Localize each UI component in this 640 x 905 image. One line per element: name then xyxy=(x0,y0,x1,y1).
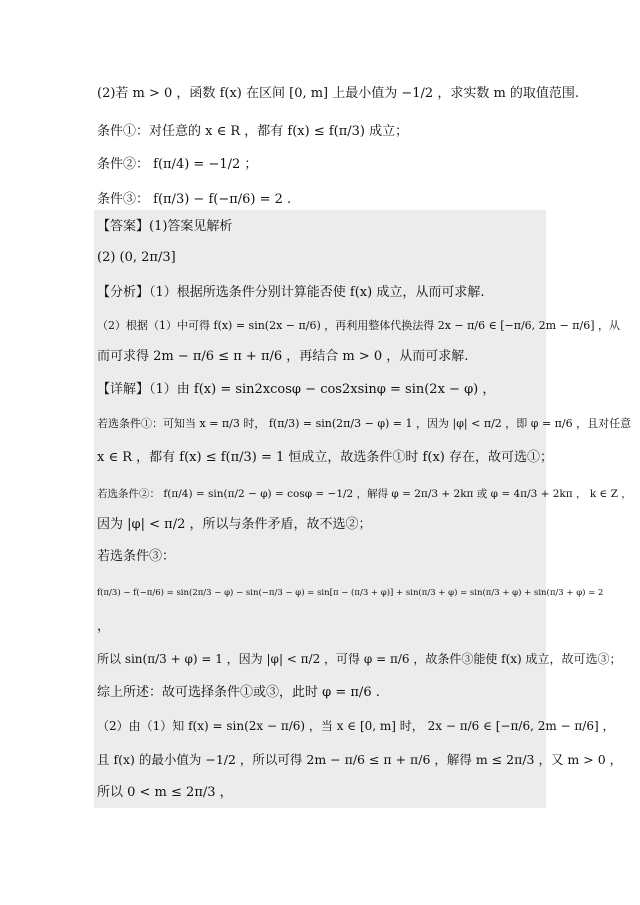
detail-line-11: 所以 0 < m ≤ 2π/3 ， xyxy=(97,785,233,800)
analysis-line-2: （2）根据（1）中可得 f(x) = sin(2x − π/6) ，再利用整体代换法得 2x − π/6 ∈ [−π/6, 2m − π/6] ，从 xyxy=(97,319,621,332)
detail-line-6: 若选条件③： xyxy=(97,549,176,564)
detail-line-9: （2）由（1）知 f(x) = sin(2x − π/6) ，当 x ∈ [0, m] 时， 2x − π/6 ∈ [−π/6, 2m − π/6] ， xyxy=(97,719,615,733)
analysis-line-3: 而可求得 2m − π/6 ≤ π + π/6 ，再结合 m > 0 ，从而可求解. xyxy=(97,349,469,364)
detail-line-8: 综上所述：故可选择条件①或③，此时 φ = π/6 . xyxy=(97,685,380,700)
detail-line-5: 因为 |φ| < π/2 ，所以与条件矛盾，故不选②； xyxy=(97,517,372,532)
answer-part2: (2) (0, 2π/3] xyxy=(97,250,176,265)
detail-line-3: x ∈ R ，都有 f(x) ≤ f(π/3) = 1 恒成立，故选条件①时 f(x) 存在，故可选①； xyxy=(97,450,553,465)
detail-equation-line: f(π/3) − f(−π/6) = sin(2π/3 − φ) − sin(−π/3 − φ) = sin[π − (π/3 + φ)] + sin(π/3 + φ) = sin(π/3 + φ) + sin(π/3 + φ) = 2 xyxy=(97,588,604,598)
detail-line-2: 若选条件①：可知当 x = π/3 时， f(π/3) = sin(2π/3 − φ) = 1 ，因为 |φ| < π/2 ，即 φ = π/6 ，且对任意 xyxy=(97,417,632,430)
condition-1: 条件①：对任意的 x ∈ R ，都有 f(x) ≤ f(π/3) 成立； xyxy=(97,124,409,139)
answer-label: 【答案】 xyxy=(97,219,150,234)
detail-line-4: 若选条件②： f(π/4) = sin(π/2 − φ) = cosφ = −1/2 ，解得 φ = 2π/3 + 2kπ 或 φ = 4π/3 + 2kπ ， k ∈ Z ， xyxy=(97,488,632,500)
detail-line-1: 【详解】（1）由 f(x) = sin2xcosφ − cos2xsinφ = sin(2x − φ) ， xyxy=(97,382,496,397)
detail-comma: ， xyxy=(97,619,111,634)
analysis-line-1: 【分析】（1）根据所选条件分别计算能否使 f(x) 成立，从而可求解. xyxy=(97,285,485,300)
condition-2: 条件②： f(π/4) = −1/2 ； xyxy=(97,157,258,172)
condition-3: 条件③： f(π/3) − f(−π/6) = 2 . xyxy=(97,192,292,207)
problem-part2-statement: (2)若 m > 0 ，函数 f(x) 在区间 [0, m] 上最小值为 −1/2 ，求实数 m 的取值范围. xyxy=(97,86,580,101)
answer-line xyxy=(97,217,232,237)
answer-part1: (1)答案见解析 xyxy=(149,219,233,234)
detail-line-7: 所以 sin(π/3 + φ) = 1 ，因为 |φ| < π/2 ，可得 φ = π/6 ，故条件③能使 f(x) 成立，故可选③； xyxy=(97,652,622,666)
detail-line-10: 且 f(x) 的最小值为 −1/2 ，所以可得 2m − π/6 ≤ π + π/6 ，解得 m ≤ 2π/3 ，又 m > 0 ， xyxy=(97,752,623,767)
